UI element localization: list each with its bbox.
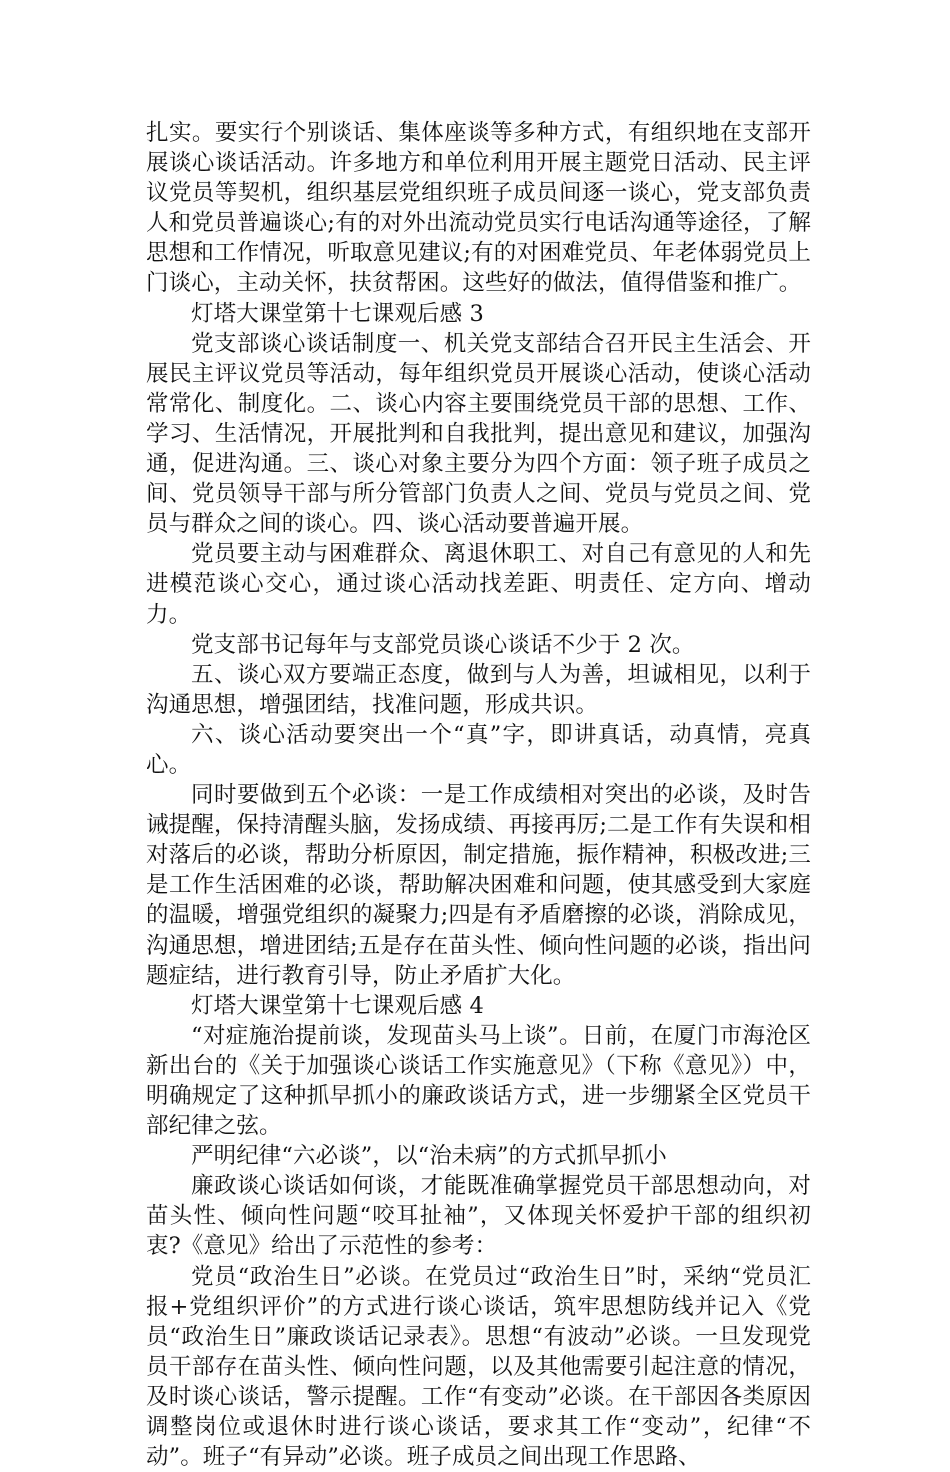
section-heading: 灯塔大课堂第十七课观后感 4 bbox=[191, 992, 484, 1019]
paragraph: 六、谈心活动要突出一个“真”字，即讲真话，动真情，亮真心。 bbox=[146, 721, 811, 778]
paragraph: 党支部谈心谈话制度一、机关党支部结合召开民主生活会、开展民主评议党员等活动，每年组织党员开展谈心活动，使谈心活动常常化、制度化。二、谈心内容主要围绕党员干部的思想、工作、学习、生活情况，开展批判和自我批判，提出意见和建议，加强沟通，促进沟通。三、谈心对象主要分为四个方面：领子班子成员之间、党员领导干部与所分管部门负责人之间、党员与党员之间、党员与群众之间的谈心。四、谈心活动要普遍开展。 bbox=[146, 330, 811, 538]
paragraph: “对症施治提前谈，发现苗头马上谈”。日前，在厦门市海沧区新出台的《关于加强谈心谈话工作实施意见》（下称《意见》）中，明确规定了这种抓早抓小的廉政谈话方式，进一步绷紧全区党员干部纪律之弦。 bbox=[146, 1022, 811, 1140]
paragraph: 党员要主动与困难群众、离退休职工、对自己有意见的人和先进模范谈心交心，通过谈心活动找差距、明责任、定方向、增动力。 bbox=[146, 541, 811, 628]
paragraph: 同时要做到五个必谈：一是工作成绩相对突出的必谈，及时告诫提醒，保持清醒头脑，发扬成绩、再接再厉;二是工作有失误和相对落后的必谈，帮助分析原因，制定措施，振作精神，积极改进;三是工作生活困难的必谈，帮助解决困难和问题，使其感受到大家庭的温暖，增强党组织的凝聚力;四是有矛盾磨擦的必谈，消除成见，沟通思想，增进团结;五是存在苗头性、倾向性问题的必谈，指出问题症结，进行教育引导，防止矛盾扩大化。 bbox=[146, 782, 811, 989]
section-heading: 灯塔大课堂第十七课观后感 3 bbox=[191, 300, 484, 327]
paragraph-continued: 扎实。要实行个别谈话、集体座谈等多种方式，有组织地在支部开展谈心谈话活动。许多地方和单位利用开展主题党日活动、民主评议党员等契机，组织基层党组织班子成员间逐一谈心，党支部负责人和党员普遍谈心;有的对外出流动党员实行电话沟通等途径，了解思想和工作情况，听取意见建议;有的对困难党员、年老体弱党员上门谈心，主动关怀，扶贫帮困。这些好的做法，值得借鉴和推广。 bbox=[146, 120, 811, 297]
paragraph: 党员“政治生日”必谈。在党员过“政治生日”时，采纳“党员汇报+党组织评价”的方式进行谈心谈话，筑牢思想防线并记入《党员“政治生日”廉政谈话记录表》。思想“有波动”必谈。一旦发现党员干部存在苗头性、倾向性问题，以及其他需要引起注意的情况，及时谈心谈话，警示提醒。工作“有变动”必谈。在干部因各类原因调整岗位或退休时进行谈心谈话，要求其工作“变动”，纪律“不动”。班子“有异动”必谈。班子成员之间出现工作思路、 bbox=[146, 1263, 811, 1471]
document-body bbox=[146, 118, 811, 1472]
paragraph: 廉政谈心谈话如何谈，才能既准确掌握党员干部思想动向，对苗头性、倾向性问题“咬耳扯袖”，又体现关怀爱护干部的组织初衷?《意见》给出了示范性的参考： bbox=[146, 1173, 811, 1260]
paragraph: 五、谈心双方要端正态度，做到与人为善，坦诚相见，以利于沟通思想，增强团结，找准问题，形成共识。 bbox=[146, 661, 811, 718]
paragraph: 党支部书记每年与支部党员谈心谈话不少于 2 次。 bbox=[191, 631, 695, 658]
paragraph: 严明纪律“六必谈”，以“治未病”的方式抓早抓小 bbox=[191, 1143, 667, 1170]
